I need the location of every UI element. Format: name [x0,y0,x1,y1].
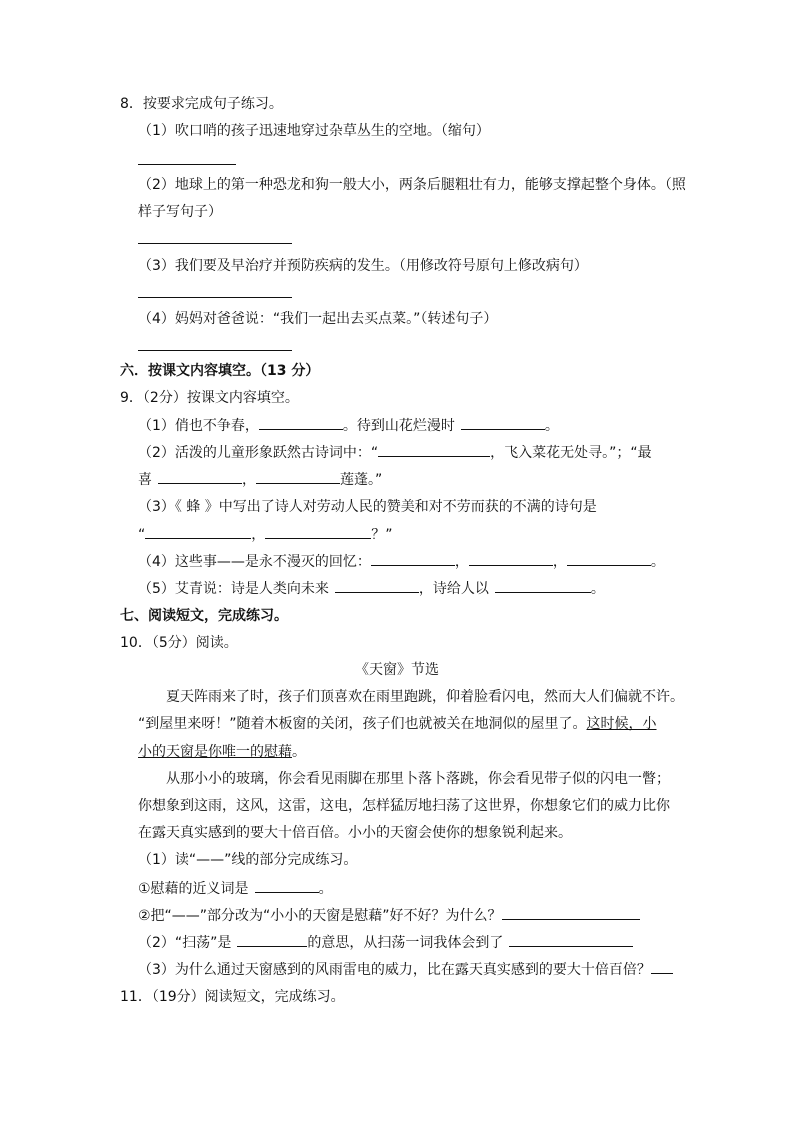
q11-title: 11．（19分）阅读短文，完成练习。 [120,989,345,1005]
q10-blank-2[interactable] [502,905,640,920]
q9-item-2-line-b [138,469,382,489]
q9-item-1-text-b: 。待到山花烂漫时 [342,418,455,434]
q9-blank-9[interactable] [469,551,553,566]
q8-item-3: （3）我们要及早治疗并预防疾病的发生。（用修改符号原句上修改病句） [138,258,588,274]
passage-p1-end: 。 [292,744,306,760]
passage-underlined-a: 这时候，小 [586,716,657,732]
q10-blank-3[interactable] [237,932,307,947]
q9-item-4-text-b: ， [454,554,469,570]
q9-item-2-line-a [138,442,652,462]
q10-blank-5[interactable] [651,959,673,974]
q10-sub-1a [138,878,333,898]
q9-item-1-text-c: 。 [544,418,559,434]
q9-item-5-text-a: （5）艾青说：诗是人类向未来 [138,581,329,597]
q9-item-3-text-c: ， [251,527,266,543]
q9-blank-8[interactable] [371,551,455,566]
q10-sub-1b-text: ②把“——”部分改为“小小的天窗是慰藉”好不好？为什么？ [138,908,502,924]
q9-blank-6[interactable] [145,524,251,539]
q10-sub-3 [138,959,673,979]
q9-blank-10[interactable] [567,551,651,566]
q10-sub-1a-text: ①慰藉的近义词是 [138,881,249,897]
q9-item-5-text-c: 。 [590,581,605,597]
q10-sub-3-text: （3）为什么通过天窗感到的风雨雷电的威力，比在露天真实感到的要大十倍百倍？ [138,962,651,978]
q9-blank-4[interactable] [158,469,242,484]
passage-p1-line-c [138,742,306,762]
q9-item-3-text-b: “ [138,527,146,543]
q8-item-1: （1）吹口哨的孩子迅速地穿过杂草丛生的空地。（缩句） [138,123,490,139]
q10-sub-1a-end: 。 [318,881,333,897]
passage-title: 《天窗》节选 [355,662,439,678]
q9-blank-11[interactable] [335,578,419,593]
q9-blank-3[interactable] [378,442,490,457]
q9-item-1 [138,415,559,435]
q9-item-4-text-c: ， [552,554,567,570]
q9-blank-12[interactable] [495,578,591,593]
q10-title: 10．（5分）阅读。 [120,635,238,651]
q9-item-2-text-b: ，飞入菜花无处寻。”；“最 [490,445,652,461]
q9-item-2-text-a: （2）活泼的儿童形象跃然古诗词中：“ [138,445,379,461]
passage-underlined-b: 小的天窗是你唯一的慰藉 [138,744,292,760]
section-7-heading: 七、阅读短文，完成练习。 [120,608,288,624]
q10-blank-1[interactable] [255,878,319,893]
q10-sub-2-text-a: （2）“扫荡”是 [138,935,232,951]
passage-p1-line-a: 夏天阵雨来了时，孩子们顶喜欢在雨里跑跳，仰着脸看闪电，然而大人们偏就不许。 [166,689,684,705]
q9-item-3-line-b [138,524,393,544]
q9-item-1-text-a: （1）俏也不争春， [138,418,259,434]
q10-sub-2 [138,932,633,952]
q9-item-2-text-c: 喜 [138,472,152,488]
q9-item-3-line-a: （3）《 蜂 》中写出了诗人对劳动人民的赞美和对不劳而获的不满的诗句是 [138,499,597,515]
q8-item-4: （4）妈妈对爸爸说：“我们一起出去买点菜。”（转述句子） [138,311,498,327]
q8-title: 8．按要求完成句子练习。 [120,96,283,112]
q8-item-2-line-a: （2）地球上的第一种恐龙和狗一般大小，两条后腿粗壮有力，能够支撑起整个身体。（照 [138,177,686,193]
q9-item-4-text-a: （4）这些事——是永不漫灭的回忆： [138,554,371,570]
passage-p2-line-c: 在露天真实感到的要大十倍百倍。小小的天窗会使你的想象锐利起来。 [138,825,572,841]
q9-blank-1[interactable] [259,415,343,430]
passage-p2-line-b: 你想象到这雨，这风，这雷，这电，怎样猛厉地扫荡了这世界，你想象它们的威力比你 [138,798,670,814]
q9-item-5 [138,578,605,598]
passage-p1-line-b [138,714,657,734]
q9-blank-5[interactable] [256,469,340,484]
q9-item-3-text-d: ？” [371,527,393,543]
q10-blank-4[interactable] [509,932,633,947]
q8-answer-line-4[interactable] [138,350,292,351]
q8-answer-line-2[interactable] [138,243,292,244]
q8-answer-line-1[interactable] [138,164,236,165]
q9-item-2-text-e: 莲蓬。” [340,472,383,488]
q9-blank-2[interactable] [461,415,545,430]
q9-title: 9．（2分）按课文内容填空。 [120,390,299,406]
q8-item-2-line-b: 样子写句子） [138,204,222,220]
q10-sub-1: （1）读“——”线的部分完成练习。 [138,852,358,868]
passage-p2-line-a: 从那小小的玻璃，你会看见雨脚在那里卜落卜落跳，你会看见带子似的闪电一瞥； [166,771,670,787]
q9-item-4-text-d: 。 [650,554,665,570]
q9-item-2-text-d: ， [242,472,256,488]
passage-p1-text: “到屋里来呀！”随着木板窗的关闭，孩子们也就被关在地洞似的屋里了。 [138,716,587,732]
q10-sub-1b [138,905,640,925]
q9-item-5-text-b: ，诗给人以 [418,581,489,597]
q9-blank-7[interactable] [265,524,371,539]
q9-item-4 [138,551,665,571]
q10-sub-2-text-b: 的意思，从扫荡一词我体会到了 [307,935,504,951]
q8-answer-line-3[interactable] [138,297,292,298]
section-6-heading: 六．按课文内容填空。（13 分） [120,363,320,379]
